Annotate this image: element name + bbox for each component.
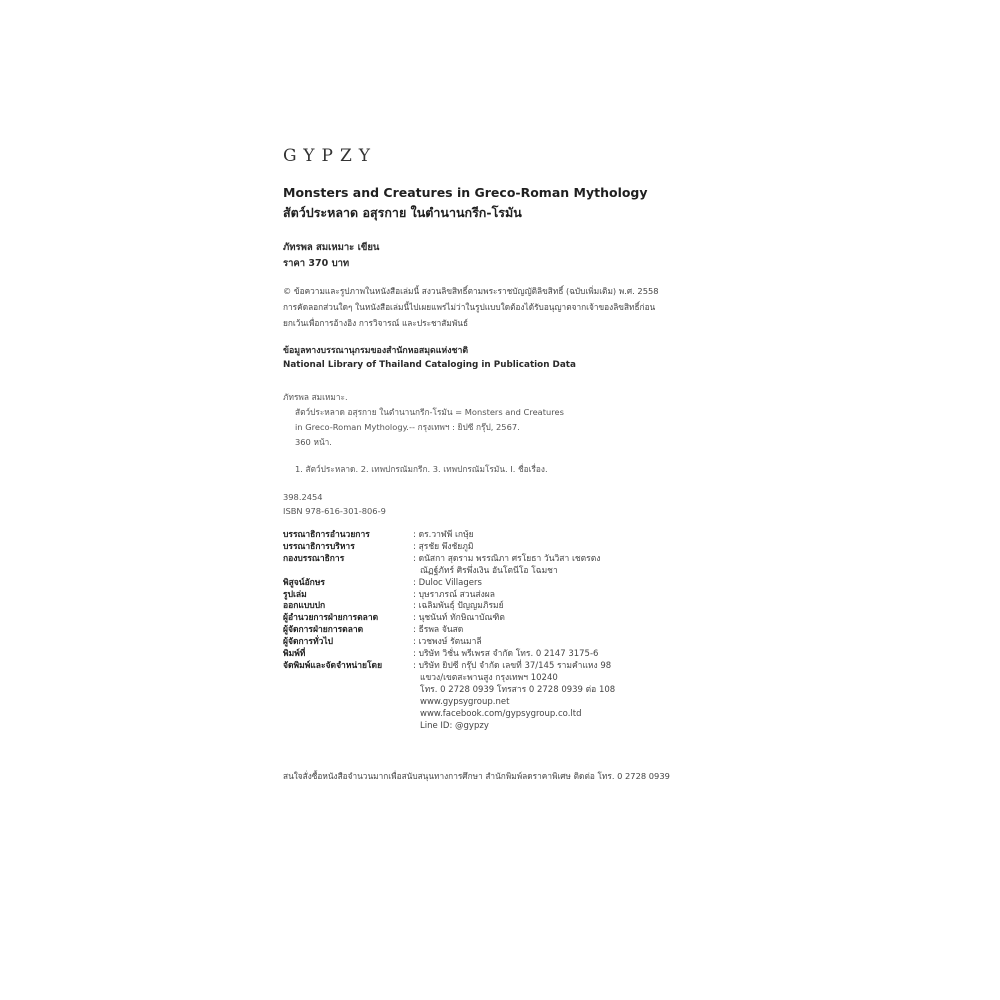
credit-value: : เฉลิมพันธุ์ ปัญญมภิรมย์ — [413, 601, 504, 612]
copyright-line: การคัดลอกส่วนใดๆ ในหนังสือเล่มนี้ไปเผยแพร่ไม่ว่าในรูปแบบใดต้องได้รับอนุญาตจากเจ้าของลิขสิทธิ์ก่อน — [283, 302, 656, 312]
credit-label: บรรณาธิการอำนวยการ — [283, 530, 370, 540]
copyright-line: ยกเว้นเพื่อการอ้างอิง การวิจารณ์ และประชาสัมพันธ์ — [283, 318, 469, 328]
price-line: ราคา 370 บาท — [283, 258, 350, 269]
credit-row-continuation — [283, 721, 723, 733]
credit-row — [283, 625, 723, 637]
credit-row — [283, 542, 723, 554]
credit-label: พิมพ์ที่ — [283, 649, 306, 660]
credit-label: จัดพิมพ์และจัดจำหน่ายโดย — [283, 660, 383, 671]
credit-value: : นุชนันท์ ทักษิณาบัณฑิต — [413, 613, 505, 624]
book-title-thai: สัตว์ประหลาด อสุรกาย ในตำนานกรีก-โรมัน — [283, 205, 522, 220]
credit-row — [283, 530, 723, 542]
credit-row — [283, 613, 723, 625]
catalog-title-line: สัตว์ประหลาด อสุรกาย ในตำนานกรีก-โรมัน = Monsters and Creatures — [295, 407, 564, 417]
credit-row-continuation — [283, 685, 723, 697]
credit-value: แขวง/เขตสะพานสูง กรุงเทพฯ 10240 — [420, 672, 558, 683]
publisher-logo: GYPZY — [283, 146, 377, 166]
isbn-number: ISBN 978-616-301-806-9 — [283, 506, 386, 516]
credit-value: โทร. 0 2728 0939 โทรสาร 0 2728 0939 ต่อ 108 — [420, 684, 616, 695]
credit-row — [283, 637, 723, 649]
credit-value: ณัฏฐ์ภัทร์ ศิรพึ่งเงิน อันโตนีโอ โฉมชา — [420, 565, 558, 576]
credit-value: : Duloc Villagers — [413, 577, 482, 588]
credit-value: : เวชพงษ์ รัตนมาลี — [413, 637, 482, 648]
credit-row — [283, 578, 723, 590]
credit-label: บรรณาธิการบริหาร — [283, 541, 355, 552]
credit-row — [283, 554, 723, 566]
credit-value: : ดนัสกา สุดราม พรรณิภา ศรโยธา วันวิสา เชตรตง — [413, 553, 601, 564]
publisher-line-id: Line ID: @gypzy — [420, 720, 489, 731]
copyright-notice — [283, 283, 723, 331]
credit-row-continuation — [283, 709, 723, 721]
ddc-number: 398.2454 — [283, 492, 323, 502]
publisher-website: www.gypsygroup.net — [420, 696, 510, 707]
credit-value: : ธีรพล จันสด — [413, 625, 464, 636]
credit-row — [283, 661, 723, 673]
author-line: ภัทรพล สมเหมาะ เขียน — [283, 242, 380, 253]
credit-value: : บริษัท ยิปซี กรุ๊ป จำกัด เลขที่ 37/145 รามคำแหง 98 — [413, 660, 612, 671]
credits-list — [283, 530, 723, 732]
catalog-subjects: 1. สัตว์ประหลาด. 2. เทพปกรณัมกรีก. 3. เทพปกรณัมโรมัน. I. ชื่อเรื่อง. — [295, 464, 548, 474]
credit-value: : สุรชัย พึงชัยภูมิ — [413, 541, 474, 552]
copyright-line: © ข้อความและรูปภาพในหนังสือเล่มนี้ สงวนลิขสิทธิ์ตามพระราชบัญญัติลิขสิทธิ์ (ฉบับเพิ่มเติม) พ.ศ. 2558 — [283, 286, 659, 296]
credit-row — [283, 590, 723, 602]
catalog-title-line: in Greco-Roman Mythology.-- กรุงเทพฯ : ยิปซี กรุ๊ป, 2567. — [295, 422, 520, 432]
credit-row — [283, 649, 723, 661]
credit-label: ผู้อำนวยการฝ่ายการตลาด — [283, 613, 379, 624]
catalog-author: ภัทรพล สมเหมาะ. — [283, 392, 348, 402]
credit-label: ออกแบบปก — [283, 601, 326, 612]
credit-value: : บริษัท วิชั่น พรีเพรส จำกัด โทร. 0 2147 3175-6 — [413, 649, 599, 660]
book-title-english: Monsters and Creatures in Greco-Roman Mythology — [283, 185, 648, 200]
cip-heading-thai: ข้อมูลทางบรรณานุกรมของสำนักหอสมุดแห่งชาติ — [283, 346, 469, 356]
publisher-facebook: www.facebook.com/gypsygroup.co.ltd — [420, 708, 582, 719]
credit-label: กองบรรณาธิการ — [283, 553, 345, 564]
credit-value: : ดร.วาฬพี เกษุ้ย — [413, 530, 474, 540]
credit-row — [283, 601, 723, 613]
credit-value: : บุษราภรณ์ สวนส่งผล — [413, 589, 495, 600]
catalog-pages: 360 หน้า. — [295, 437, 332, 447]
credit-row-continuation — [283, 673, 723, 685]
credit-row-continuation — [283, 697, 723, 709]
credit-label: พิสูจน์อักษร — [283, 577, 326, 588]
credit-label: รูปเล่ม — [283, 589, 307, 600]
credit-label: ผู้จัดการทั่วไป — [283, 637, 334, 648]
credit-label: ผู้จัดการฝ่ายการตลาด — [283, 625, 364, 636]
bulk-order-note: สนใจสั่งซื้อหนังสือจำนวนมากเพื่อสนับสนุนทางการศึกษา สำนักพิมพ์ลดราคาพิเศษ ติดต่อ โทร. 0 2728 0939 — [283, 771, 670, 781]
cip-heading-english: National Library of Thailand Cataloging in Publication Data — [283, 360, 576, 370]
credit-row-continuation — [283, 566, 723, 578]
